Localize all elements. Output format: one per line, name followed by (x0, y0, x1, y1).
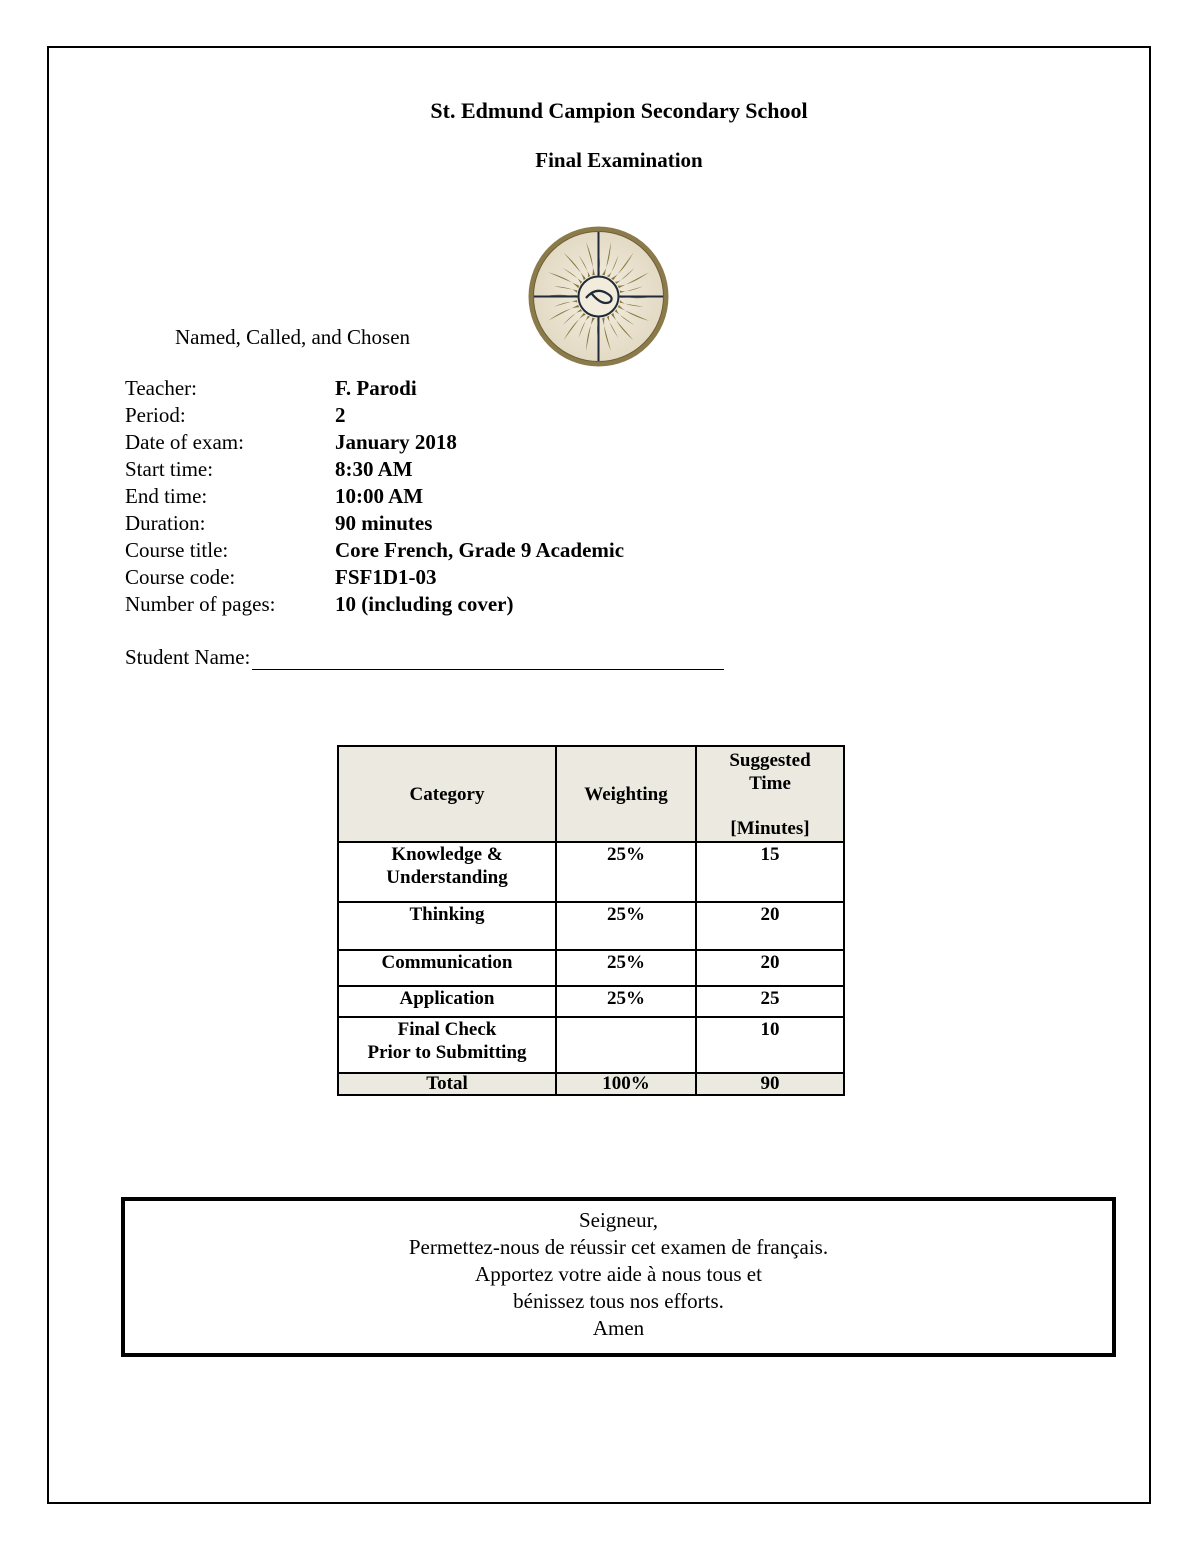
header-category: Category (338, 746, 556, 842)
row-weighting: 25% (556, 902, 696, 950)
info-label: Course code: (125, 565, 236, 589)
category-line1: Knowledge & (391, 844, 503, 865)
info-label: Duration: (125, 511, 206, 535)
header-time-line2: Time (749, 773, 791, 794)
table-row (338, 1017, 844, 1073)
school-motto: Named, Called, and Chosen (175, 325, 411, 349)
row-time: 20 (696, 950, 844, 986)
info-value: 2 (335, 403, 346, 427)
info-label: Period: (125, 403, 186, 427)
prayer-line: bénissez tous nos efforts. (513, 1289, 724, 1313)
info-label: End time: (125, 484, 208, 508)
info-label: Course title: (125, 538, 229, 562)
weighting-table (337, 745, 845, 1096)
row-weighting: 25% (556, 842, 696, 902)
info-value: January 2018 (335, 430, 457, 454)
row-weighting: 25% (556, 950, 696, 986)
prayer-line: Permettez-nous de réussir cet examen de français. (408, 1235, 829, 1259)
info-value: Core French, Grade 9 Academic (335, 538, 625, 562)
info-row-start-time (125, 456, 624, 483)
table-row (338, 842, 844, 902)
header-time-line3: [Minutes] (730, 818, 810, 839)
info-row-pages (125, 591, 624, 618)
category-line2: Understanding (386, 867, 508, 888)
row-category (338, 842, 556, 902)
student-name-field[interactable] (125, 645, 724, 670)
category-line1: Final Check (397, 1019, 497, 1040)
table-row (338, 986, 844, 1017)
table-header-row (338, 746, 844, 842)
row-category (338, 902, 556, 950)
total-time: 90 (696, 1073, 844, 1095)
header-time-line1: Suggested (729, 750, 811, 771)
table-row (338, 902, 844, 950)
total-label: Total (338, 1073, 556, 1095)
school-crest-icon (526, 224, 671, 369)
info-value: 10 (including cover) (335, 592, 514, 616)
category-line1: Thinking (409, 904, 485, 925)
row-category (338, 986, 556, 1017)
row-time: 10 (696, 1017, 844, 1073)
header-suggested-time (696, 746, 844, 842)
student-name-line[interactable] (252, 645, 724, 670)
info-label: Start time: (125, 457, 214, 481)
info-value: F. Parodi (335, 376, 417, 400)
row-weighting: 25% (556, 986, 696, 1017)
total-weighting: 100% (556, 1073, 696, 1095)
info-value: 8:30 AM (335, 457, 413, 481)
student-name-label: Student Name: (125, 645, 251, 669)
school-name: St. Edmund Campion Secondary School (430, 98, 808, 123)
exam-title: Final Examination (535, 148, 703, 172)
row-time: 25 (696, 986, 844, 1017)
row-category (338, 1017, 556, 1073)
header-weighting: Weighting (556, 746, 696, 842)
info-row-duration (125, 510, 624, 537)
row-time: 20 (696, 902, 844, 950)
row-weighting (556, 1017, 696, 1073)
row-category (338, 950, 556, 986)
row-time: 15 (696, 842, 844, 902)
info-value: 10:00 AM (335, 484, 424, 508)
category-line1: Communication (381, 952, 513, 973)
table-total-row (338, 1073, 844, 1095)
category-line2: Prior to Submitting (367, 1042, 527, 1063)
info-label: Date of exam: (125, 430, 244, 454)
exam-info (125, 375, 624, 618)
info-row-end-time (125, 483, 624, 510)
info-value: 90 minutes (335, 511, 433, 535)
info-row-course-code (125, 564, 624, 591)
prayer-box (121, 1197, 1116, 1357)
prayer-line: Amen (592, 1316, 645, 1340)
prayer-line: Apportez votre aide à nous tous et (475, 1262, 762, 1286)
info-row-course-title (125, 537, 624, 564)
info-row-period (125, 402, 624, 429)
category-line1: Application (399, 988, 495, 1009)
info-label: Teacher: (125, 376, 197, 400)
prayer-line: Seigneur, (578, 1208, 659, 1232)
info-label: Number of pages: (125, 592, 276, 616)
table-row (338, 950, 844, 986)
info-row-teacher (125, 375, 624, 402)
info-value: FSF1D1-03 (335, 565, 437, 589)
info-row-date (125, 429, 624, 456)
